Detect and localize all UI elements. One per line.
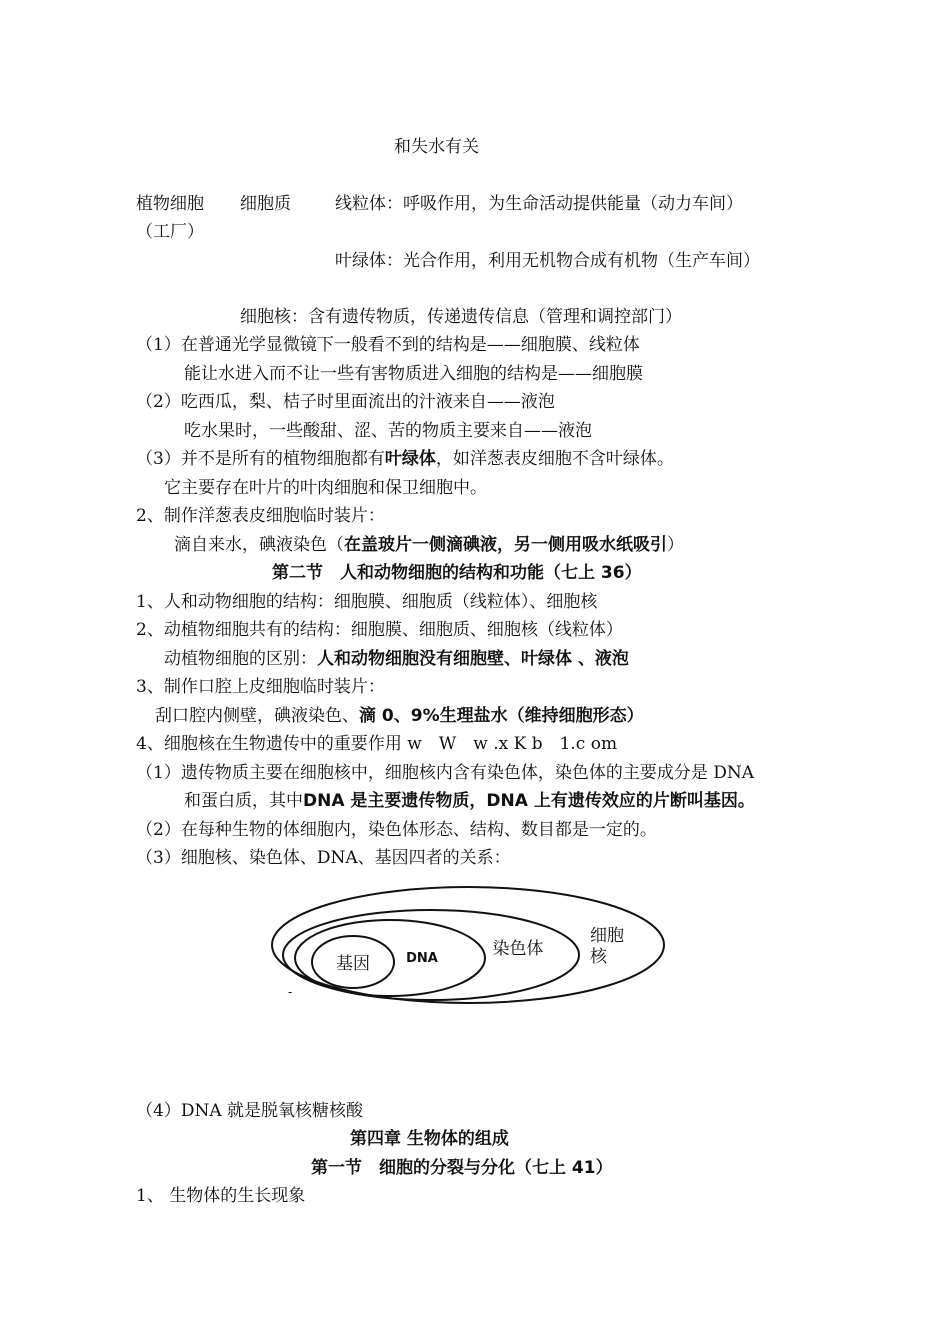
gene-ellipse xyxy=(312,936,394,988)
text-span: 和蛋白质，其中 xyxy=(184,791,303,811)
text-line: 3、制作口腔上皮细胞临时装片： xyxy=(136,677,385,697)
text-line xyxy=(184,790,755,812)
text-line: 线粒体：呼吸作用，为生命活动提供能量（动力车间） xyxy=(335,194,743,214)
text-span: ，如洋葱表皮细胞不含叶绿体。 xyxy=(435,449,674,469)
text-line: （2）在每种生物的体细胞内，染色体形态、结构、数目都是一定的。 xyxy=(136,820,657,840)
text-line: （3）细胞核、染色体、DNA、基因四者的关系： xyxy=(136,848,511,868)
text-line: 1、 生物体的生长现象 xyxy=(136,1186,306,1206)
text-span: 刮口腔内侧壁，碘液染色、 xyxy=(155,706,359,726)
text-line: （1）在普通光学显微镜下一般看不到的结构是——细胞膜、线粒体 xyxy=(136,335,640,355)
text-line: 它主要存在叶片的叶肉细胞和保卫细胞中。 xyxy=(164,478,487,498)
text-span: 滴自来水，碘液染色（ xyxy=(174,535,344,555)
chapter-heading: 第四章 生物体的组成 xyxy=(350,1129,509,1149)
text-line xyxy=(174,534,684,556)
section-heading: 第一节 细胞的分裂与分化（七上 41） xyxy=(311,1158,613,1178)
text-line xyxy=(136,448,674,470)
text-line xyxy=(155,705,644,727)
text-line: （2）吃西瓜，梨、桔子时里面流出的汁液来自——液泡 xyxy=(136,392,555,412)
bold-text: DNA 是主要遗传物质，DNA 上有遗传效应的片断叫基因。 xyxy=(303,791,755,811)
section-heading: 第二节 人和动物细胞的结构和功能（七上 36） xyxy=(272,563,642,583)
text-span: ） xyxy=(667,535,684,555)
bold-text: 人和动物细胞没有细胞壁、叶绿体 、液泡 xyxy=(317,649,629,669)
bold-text: 在盖玻片一侧滴碘液，另一侧用吸水纸吸引 xyxy=(344,535,667,555)
dna-ellipse xyxy=(295,920,485,996)
text-line xyxy=(164,648,629,670)
nucleus-label-1: 细胞 xyxy=(590,926,624,946)
text-line: 植物细胞 xyxy=(136,194,204,214)
nucleus-ellipse xyxy=(272,887,664,1003)
text-line: 吃水果时，一些酸甜、涩、苦的物质主要来自——液泡 xyxy=(184,421,592,441)
dash-mark: - xyxy=(288,985,293,999)
text-line: 细胞质 xyxy=(240,194,291,214)
gene-label: 基因 xyxy=(336,954,370,974)
dna-label: DNA xyxy=(406,951,438,966)
text-line: 细胞核：含有遗传物质，传递遗传信息（管理和调控部门） xyxy=(240,307,682,327)
text-line: （1）遗传物质主要在细胞核中，细胞核内含有染色体，染色体的主要成分是 DNA xyxy=(136,763,754,783)
text-line: 和失水有关 xyxy=(394,137,479,157)
text-line: （4）DNA 就是脱氧核糖核酸 xyxy=(136,1101,364,1121)
text-line: 1、人和动物细胞的结构：细胞膜、细胞质（线粒体）、细胞核 xyxy=(136,592,598,612)
chromosome-label: 染色体 xyxy=(492,939,544,959)
bold-text: 滴 0、9%生理盐水（维持细胞形态） xyxy=(359,706,644,726)
text-line: 2、制作洋葱表皮细胞临时装片： xyxy=(136,506,385,526)
nucleus-label-2: 核 xyxy=(590,947,607,967)
text-line: 4、细胞核在生物遗传中的重要作用 w W w .x K b 1.c om xyxy=(136,734,618,754)
text-line: 2、动植物细胞共有的结构：细胞膜、细胞质、细胞核（线粒体） xyxy=(136,620,623,640)
text-span: 动植物细胞的区别： xyxy=(164,649,317,669)
text-span: （3）并不是所有的植物细胞都有 xyxy=(136,449,385,469)
chromosome-ellipse xyxy=(283,910,579,1000)
text-line: 叶绿体：光合作用，利用无机物合成有机物（生产车间） xyxy=(335,251,760,271)
text-line: （工厂） xyxy=(136,222,204,242)
text-line: 能让水进入而不让一些有害物质进入细胞的结构是——细胞膜 xyxy=(184,364,643,384)
bold-text: 叶绿体 xyxy=(384,449,436,469)
